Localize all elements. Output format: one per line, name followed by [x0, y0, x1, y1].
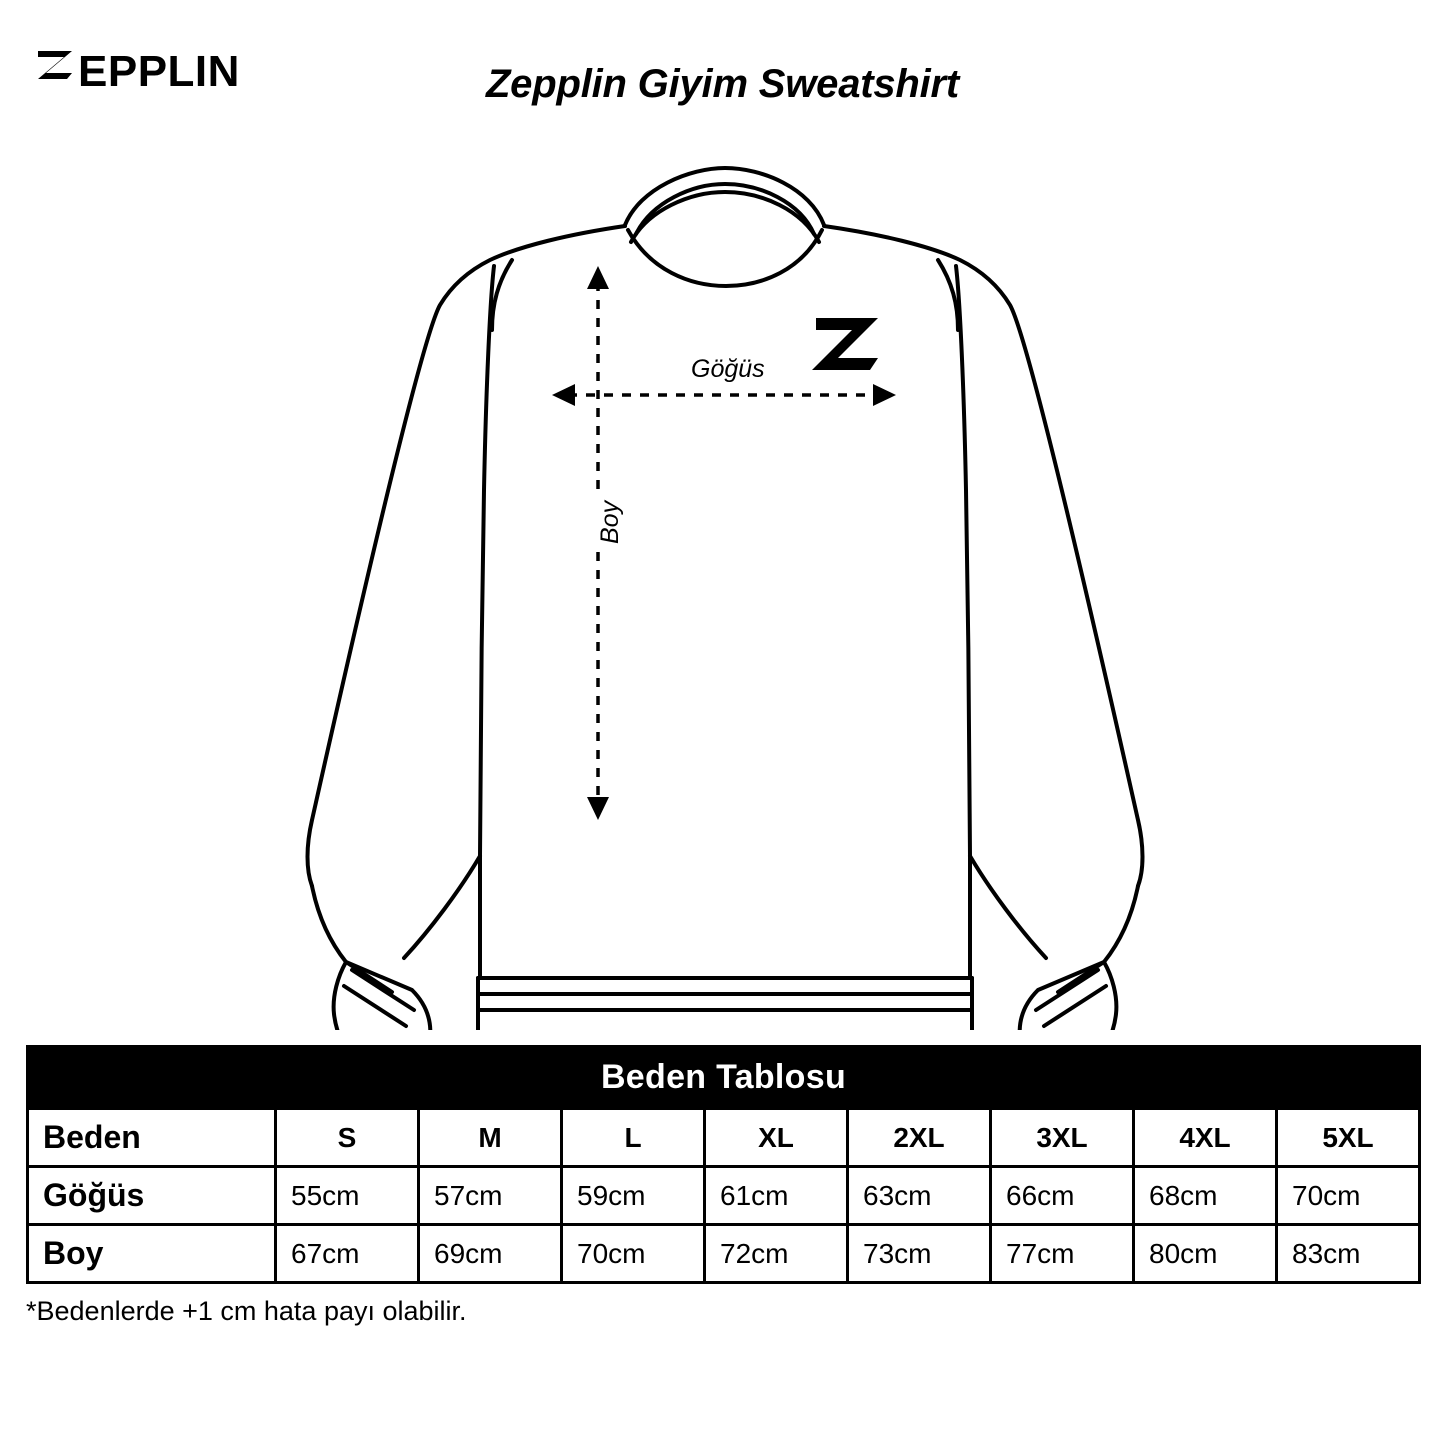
table-cell: 59cm	[562, 1167, 705, 1225]
page-title-light: Zepplin Giyim	[485, 62, 759, 106]
length-measure-label: Boy	[596, 495, 625, 550]
table-header-size: M	[419, 1109, 562, 1167]
table-cell: 63cm	[848, 1167, 991, 1225]
table-cell: 55cm	[276, 1167, 419, 1225]
table-header-size: 3XL	[991, 1109, 1134, 1167]
table-row-label: Boy	[28, 1225, 276, 1283]
table-row	[28, 1225, 1420, 1283]
table-cell: 57cm	[419, 1167, 562, 1225]
brand-logo-text: EPPLIN	[78, 47, 240, 96]
table-header-row	[28, 1109, 1420, 1167]
table-title-row	[28, 1047, 1420, 1109]
size-table-container	[26, 1045, 1421, 1284]
table-cell: 80cm	[1134, 1225, 1277, 1283]
table-cell: 73cm	[848, 1225, 991, 1283]
table-cell: 83cm	[1277, 1225, 1420, 1283]
table-cell: 77cm	[991, 1225, 1134, 1283]
size-table-title: Beden Tablosu	[28, 1047, 1420, 1109]
page-title	[0, 62, 1445, 107]
sweatshirt-outline-icon	[0, 130, 1445, 1030]
chest-measure-arrow-icon	[552, 384, 896, 406]
table-body	[28, 1167, 1420, 1283]
table-header-size: L	[562, 1109, 705, 1167]
table-header-size: 2XL	[848, 1109, 991, 1167]
table-cell: 70cm	[562, 1225, 705, 1283]
chest-measure-label: Göğüs	[685, 355, 771, 384]
table-header-size: 4XL	[1134, 1109, 1277, 1167]
table-cell: 66cm	[991, 1167, 1134, 1225]
table-cell: 72cm	[705, 1225, 848, 1283]
table-row-label: Göğüs	[28, 1167, 276, 1225]
table-cell: 67cm	[276, 1225, 419, 1283]
table-header-beden: Beden	[28, 1109, 276, 1167]
table-header-size: XL	[705, 1109, 848, 1167]
table-header-size: 5XL	[1277, 1109, 1420, 1167]
table-cell: 70cm	[1277, 1167, 1420, 1225]
table-row	[28, 1167, 1420, 1225]
size-table	[26, 1045, 1421, 1284]
table-cell: 69cm	[419, 1225, 562, 1283]
table-header-size: S	[276, 1109, 419, 1167]
page-header	[0, 0, 1445, 140]
table-footnote: *Bedenlerde +1 cm hata payı olabilir.	[26, 1296, 467, 1326]
table-cell: 68cm	[1134, 1167, 1277, 1225]
page-title-bold: Sweatshirt	[758, 62, 960, 106]
table-cell: 61cm	[705, 1167, 848, 1225]
garment-illustration	[0, 130, 1445, 1030]
